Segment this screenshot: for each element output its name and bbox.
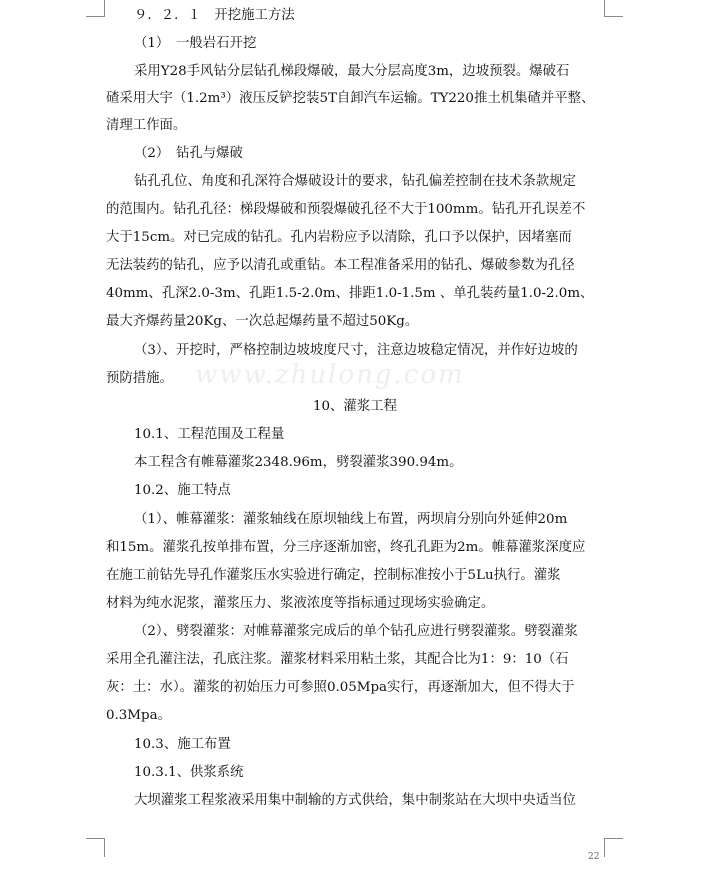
section-heading-10-1: 10.1、工程范围及工程量 <box>134 427 285 442</box>
paragraph-line: （3）、开挖时，严格控制边坡坡度尺寸，注意边坡稳定情况，并作好边坡的 <box>134 343 578 358</box>
paragraph-line: 钻孔孔位、角度和孔深符合爆破设计的要求，钻孔偏差控制在技术条款规定 <box>134 174 576 189</box>
paragraph-line: 的范围内。钻孔孔径：梯段爆破和预裂爆破孔径不大于100mm。钻孔开孔误差不 <box>106 202 586 217</box>
subheading-general-rock: （1） 一般岩石开挖 <box>134 36 257 51</box>
paragraph-line: 预防措施。 <box>106 371 173 386</box>
paragraph-line: 清理工作面。 <box>106 118 187 133</box>
section-heading-9-2-1: ９．２．１ 开挖施工方法 <box>134 8 295 23</box>
paragraph-line: 0.3Mpa。 <box>106 708 171 723</box>
section-heading-10-2: 10.2、施工特点 <box>134 483 231 498</box>
chapter-heading-grouting: 10、灌浆工程 <box>313 399 397 414</box>
paragraph-line: 在施工前钻先导孔作灌浆压水实验进行确定，控制标准按小于5Lu执行。灌浆 <box>106 568 561 583</box>
watermark: www.zhulong.com <box>195 360 465 390</box>
paragraph-line: 大坝灌浆工程浆液采用集中制输的方式供给，集中制浆站在大坝中央适当位 <box>134 793 576 808</box>
crop-mark-bottom-right <box>604 838 623 857</box>
subheading-drilling: （2） 钻孔与爆破 <box>134 146 243 161</box>
paragraph-line: 灰：土：水）。灌浆的初始压力可参照0.05Mpa实行，再逐渐加大，但不得大于 <box>106 680 575 695</box>
paragraph-line: 最大齐爆药量20Kg、一次总起爆药量不超过50Kg。 <box>106 314 419 329</box>
paragraph-line: 碴采用大宇（1.2m³）液压反铲挖装5T自卸汽车运输。TY220推土机集碴并平整、 <box>106 91 595 106</box>
paragraph-line: 无法装药的钻孔，应予以清孔或重钻。本工程准备采用的钻孔、爆破参数为孔径 <box>106 258 575 273</box>
page-number: 22 <box>588 852 600 862</box>
paragraph-line: 和15m。灌浆孔按单排布置，分三序逐渐加密，终孔孔距为2m。帷幕灌浆深度应 <box>106 540 586 555</box>
section-heading-10-3: 10.3、施工布置 <box>134 737 231 752</box>
paragraph-line: 材料为纯水泥浆，灌浆压力、浆液浓度等指标通过现场实验确定。 <box>106 596 495 611</box>
paragraph-line: 采用全孔灌注法，孔底注浆。灌浆材料采用粘土浆，其配合比为1：9：10（石 <box>106 652 569 667</box>
crop-mark-top-right <box>604 0 623 17</box>
section-heading-10-3-1: 10.3.1、供浆系统 <box>134 765 244 780</box>
crop-mark-top-left <box>86 0 105 17</box>
paragraph-line: 本工程含有帷幕灌浆2348.96m，劈裂灌浆390.94m。 <box>134 455 463 470</box>
paragraph-line: 大于15cm。对已完成的钻孔。孔内岩粉应予以清除，孔口予以保护，因堵塞而 <box>106 230 572 245</box>
paragraph-line: （1）、帷幕灌浆：灌浆轴线在原坝轴线上布置，两坝肩分别向外延伸20m <box>134 512 568 527</box>
paragraph-line: 40mm、孔深2.0-3m、孔距1.5-2.0m、排距1.0-1.5m 、单孔装药量1.0-2.0m、 <box>106 286 594 301</box>
crop-mark-bottom-left <box>86 838 105 857</box>
paragraph-line: （2）、劈裂灌浆：对帷幕灌浆完成后的单个钻孔应进行劈裂灌浆。劈裂灌浆 <box>134 624 578 639</box>
paragraph-line: 采用Y28手风钻分层钻孔梯段爆破，最大分层高度3m，边坡预裂。爆破石 <box>134 64 570 79</box>
